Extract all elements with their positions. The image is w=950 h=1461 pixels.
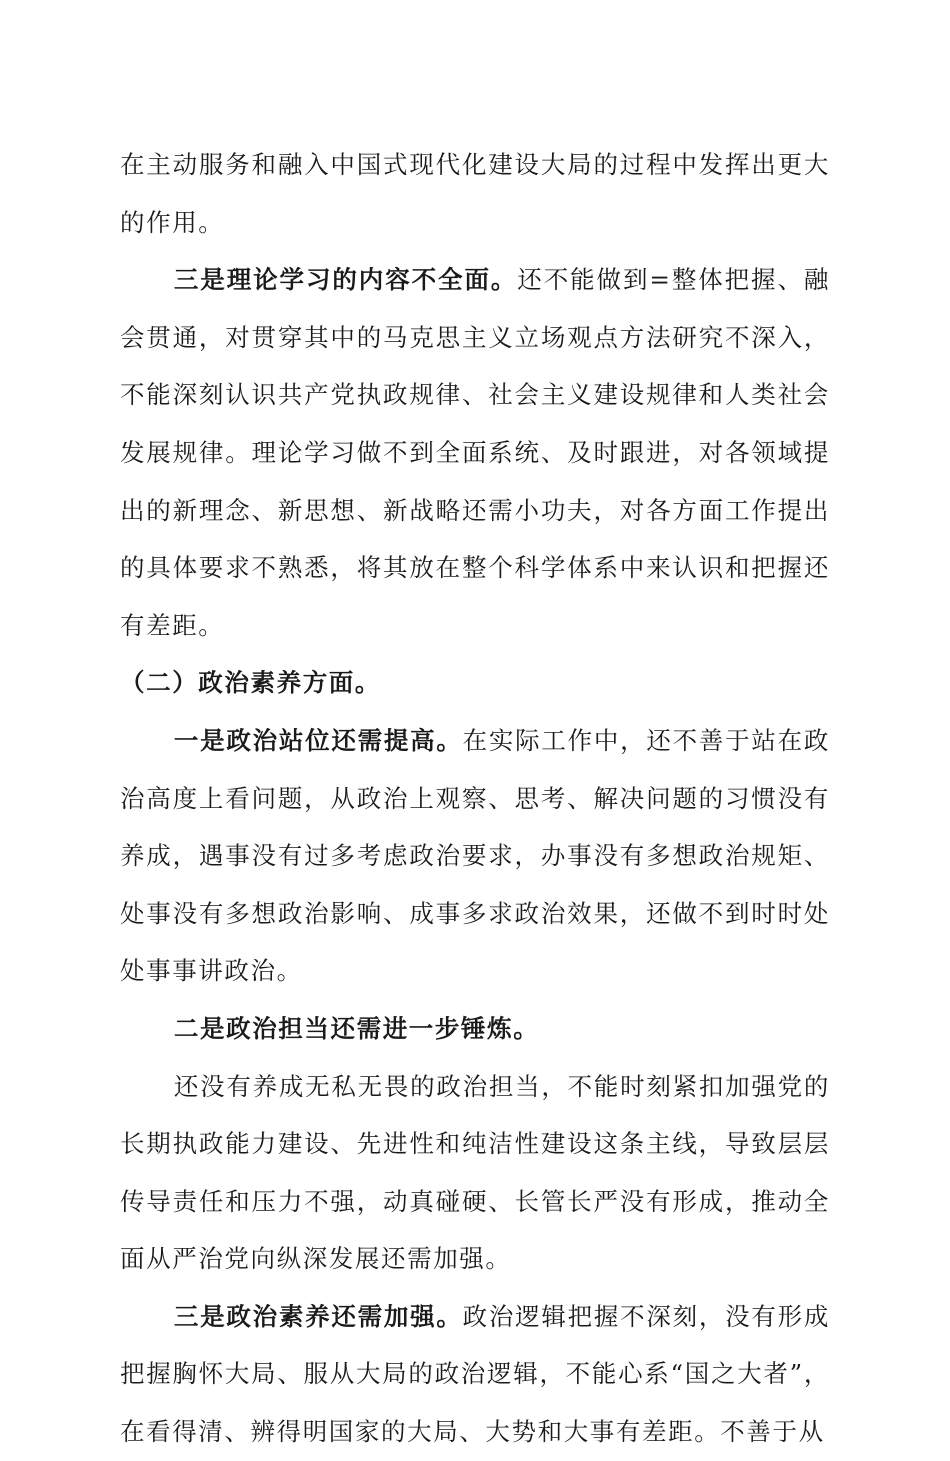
paragraph-text: 政治逻辑把握不深刻，没有形成把握胸怀大局、服从大局的政治逻辑，不能心系“国之大者”，在看得清、辨得明国家的大局、大势和大事有差距。不善于从 (120, 1301, 830, 1447)
paragraph-continuation (120, 136, 830, 251)
paragraph-theory-study (120, 251, 830, 654)
paragraph-text: 还没有养成无私无畏的政治担当，不能时刻紧扣加强党的长期执政能力建设、先进性和纯洁性建设这条主线，导致层层传导责任和压力不强，动真碰硬、长管长严没有形成，推动全面从严治党向纵深发展还需加强。 (120, 1071, 830, 1274)
paragraph-text: 还不能做到=整体把握、融会贯通，对贯穿其中的马克思主义立场观点方法研究不深入，不能深刻认识共产党执政规律、社会主义建设规律和人类社会发展规律。理论学习做不到全面系统、及时跟进，对各领域提出的新理念、新思想、新战略还需小功夫，对各方面工作提出的具体要求不熟悉，将其放在整个科学体系中来认识和把握还有差距。 (120, 265, 830, 640)
paragraph-lead: 三是政治素养还需加强。 (173, 1301, 463, 1331)
paragraph-political-responsibility-lead (120, 1000, 830, 1058)
paragraph-lead: 二是政治担当还需进一步锤炼。 (173, 1013, 540, 1043)
section-heading: （二）政治素养方面。 (120, 668, 381, 698)
paragraph-lead: 一是政治站位还需提高。 (173, 725, 463, 755)
paragraph-political-literacy (120, 1288, 830, 1461)
paragraph-political-stance (120, 712, 830, 1000)
paragraph-text: 在主动服务和融入中国式现代化建设大局的过程中发挥出更大的作用。 (120, 150, 830, 237)
paragraph-lead: 三是理论学习的内容不全面。 (173, 265, 518, 295)
paragraph-text: 在实际工作中，还不善于站在政治高度上看问题，从政治上观察、思考、解决问题的习惯没有养成，遇事没有过多考虑政治要求，办事没有多想政治规矩、处事没有多想政治影响、成事多求政治效果，还做不到时时处处事事讲政治。 (120, 725, 830, 986)
paragraph-political-responsibility (120, 1058, 830, 1288)
document-body (120, 136, 830, 1461)
